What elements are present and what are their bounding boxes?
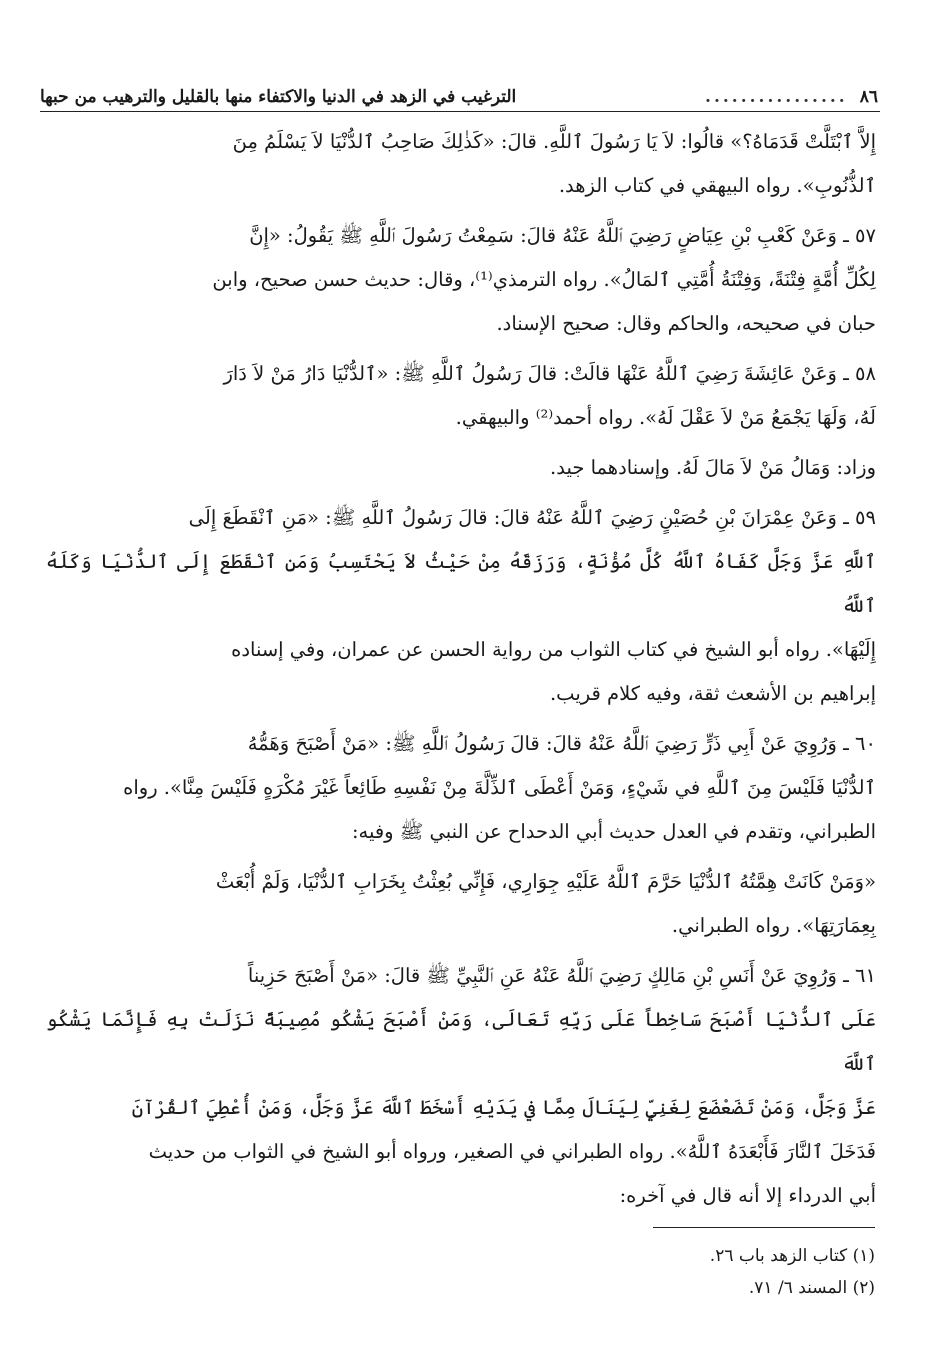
- body-text: [46, 120, 876, 1218]
- header-title: الترغيب في الزهد في الدنيا والاكتفاء منها بالقليل والترهيب من حبها: [40, 87, 517, 107]
- text-line: عَزَّ وَجَلَّ، وَمَنْ تَضَعْضَعَ لِغَنِيٍّ لِيَنَالَ مِمَّا في يَدَيْهِ أَسْخَطَ ٱللَّهَ عَزَّ وَجَلَّ، وَمَنْ أُعْطِيَ ٱلقُرْآنَ: [131, 1096, 876, 1119]
- text-line: عَلَى ٱلدُّنْيَا أَصْبَحَ سَاخِطاً عَلَى رَبِّهِ تَعَالَى، وَمَنْ أَصْبَحَ يَشْكُو مُصِيبَةً نَزَلَتْ بِهِ فَإِنَّمَا يَشْكُو ٱللَّهَ: [46, 1008, 876, 1075]
- page-number: ٨٦: [859, 87, 878, 107]
- text-line: لِكُلِّ أُمَّةٍ فِتْنَةً، وَفِتْنَةُ أُمَّتِي ٱلمَالُ». رواه الترمذي⁽¹⁾، وقال: حديث حسن صحيح، وابن: [212, 268, 876, 291]
- footnote-rule: [653, 1227, 875, 1228]
- hadith-59-line: ٥٩ ـ وَعَنْ عِمْرَانَ بْنِ حُصَيْنٍ رَضِيَ ٱللَّهُ عَنْهُ قالَ: قالَ رَسُولُ ٱللَّهِ ﷺ: «مَنِ ٱنْقَطَعَ إِلَى: [188, 506, 876, 529]
- footnote-2: (٢) المسند ٦/ ٧١.: [748, 1278, 875, 1298]
- hadith-60-line: ٦٠ ـ وَرُوِيَ عَنْ أَبِي ذَرٍّ رَضِيَ ٱللَّهُ عَنْهُ قالَ: قالَ رَسُولُ ٱللَّهِ ﷺ: «مَنْ أَصْبَحَ وَهَمُّهُ: [247, 732, 876, 755]
- text-line: ٱلدُّنْيَا فَلَيْسَ مِنَ ٱللَّهِ في شَيْءٍ، وَمَنْ أَعْطَى ٱلذِّلَّةَ مِنْ نَفْسِهِ طَائِعاً غَيْرَ مُكْرَهٍ فَلَيْسَ مِنَّا». رواه: [123, 776, 876, 799]
- footnotes: [275, 1240, 875, 1304]
- text-line: ٱللَّهِ عَزَّ وَجَلَّ كَفَاهُ ٱللَّهُ كُلَّ مُؤْنَةٍ، وَرَزَقَهُ مِنْ حَيْثُ لاَ يَحْتَسِبُ وَمَنِ ٱنْقَطَعَ إِلَى ٱلدُّنْيَا وَكَلَهُ ٱللَّهُ: [46, 550, 876, 617]
- text-line: أبي الدرداء إلا أنه قال في آخره:: [619, 1184, 876, 1207]
- text-line: «وَمَنْ كَانَتْ هِمَّتُهُ ٱلدُّنْيَا حَرَّمَ ٱللَّهُ عَلَيْهِ جِوَارِي، فَإِنِّي بُعِثْتُ بِخَرَابِ ٱلدُّنْيَا، وَلَمْ أُبْعَثْ: [215, 870, 876, 893]
- text-line: حبان في صحيحه، والحاكم وقال: صحيح الإسناد.: [496, 312, 876, 335]
- text-line: فَدَخَلَ ٱلنَّارَ فَأَبْعَدَهُ ٱللَّهُ». رواه الطبراني في الصغير، ورواه أبو الشيخ في الثواب من حديث: [148, 1140, 876, 1163]
- text-line: لَهُ، وَلَهَا يَجْمَعُ مَنْ لاَ عَقْلَ لَهُ». رواه أحمد⁽²⁾ والبيهقي.: [455, 406, 876, 429]
- text-line: الطبراني، وتقدم في العدل حديث أبي الدحداح عن النبي ﷺ وفيه:: [351, 820, 876, 843]
- running-header: [40, 84, 878, 110]
- text-line: ٱلذُّنُوبِ». رواه البيهقي في كتاب الزهد.: [558, 174, 876, 197]
- header-dots: ................: [705, 87, 848, 107]
- text-line: إبراهيم بن الأشعث ثقة، وفيه كلام قريب.: [549, 682, 876, 705]
- text-line: وزاد: وَمَالُ مَنْ لاَ مَالَ لَهُ. وإسنادهما جيد.: [550, 456, 876, 479]
- hadith-57-line: ٥٧ ـ وَعَنْ كَعْبِ بْنِ عِيَاضٍ رَضِيَ ٱللَّهُ عَنْهُ قالَ: سَمِعْتُ رَسُولَ ٱللَّهِ ﷺ يَقُولُ: «إِنَّ: [249, 224, 876, 247]
- text-line: بِعِمَارَتِهَا». رواه الطبراني.: [671, 914, 876, 937]
- hadith-58-line: ٥٨ ـ وَعَنْ عَائِشَةَ رَضِيَ ٱللَّهُ عَنْهَا قالَتْ: قالَ رَسُولُ ٱللَّهِ ﷺ: «ٱلدُّنْيَا دَارُ مَنْ لاَ دَارَ: [223, 362, 876, 385]
- text-line: إِلاَّ ٱبْتَلَّتْ قَدَمَاهُ؟» قالُوا: لاَ يَا رَسُولَ ٱللَّهِ. قالَ: «كَذٰلِكَ صَاحِبُ ٱلدُّنْيَا لاَ يَسْلَمُ مِنَ: [232, 130, 876, 153]
- text-line: إِلَيْهَا». رواه أبو الشيخ في كتاب الثواب من رواية الحسن عن عمران، وفي إسناده: [231, 638, 876, 661]
- hadith-61-line: ٦١ ـ وَرُوِيَ عَنْ أَنَسِ بْنِ مَالِكٍ رَضِيَ ٱللَّهُ عَنْهُ عَنِ ٱلنَّبِيِّ ﷺ قالَ: «مَنْ أَصْبَحَ حَزِيناً: [247, 964, 876, 987]
- header-rule: [40, 111, 880, 112]
- footnote-1: (١) كتاب الزهد باب ٢٦.: [709, 1246, 875, 1266]
